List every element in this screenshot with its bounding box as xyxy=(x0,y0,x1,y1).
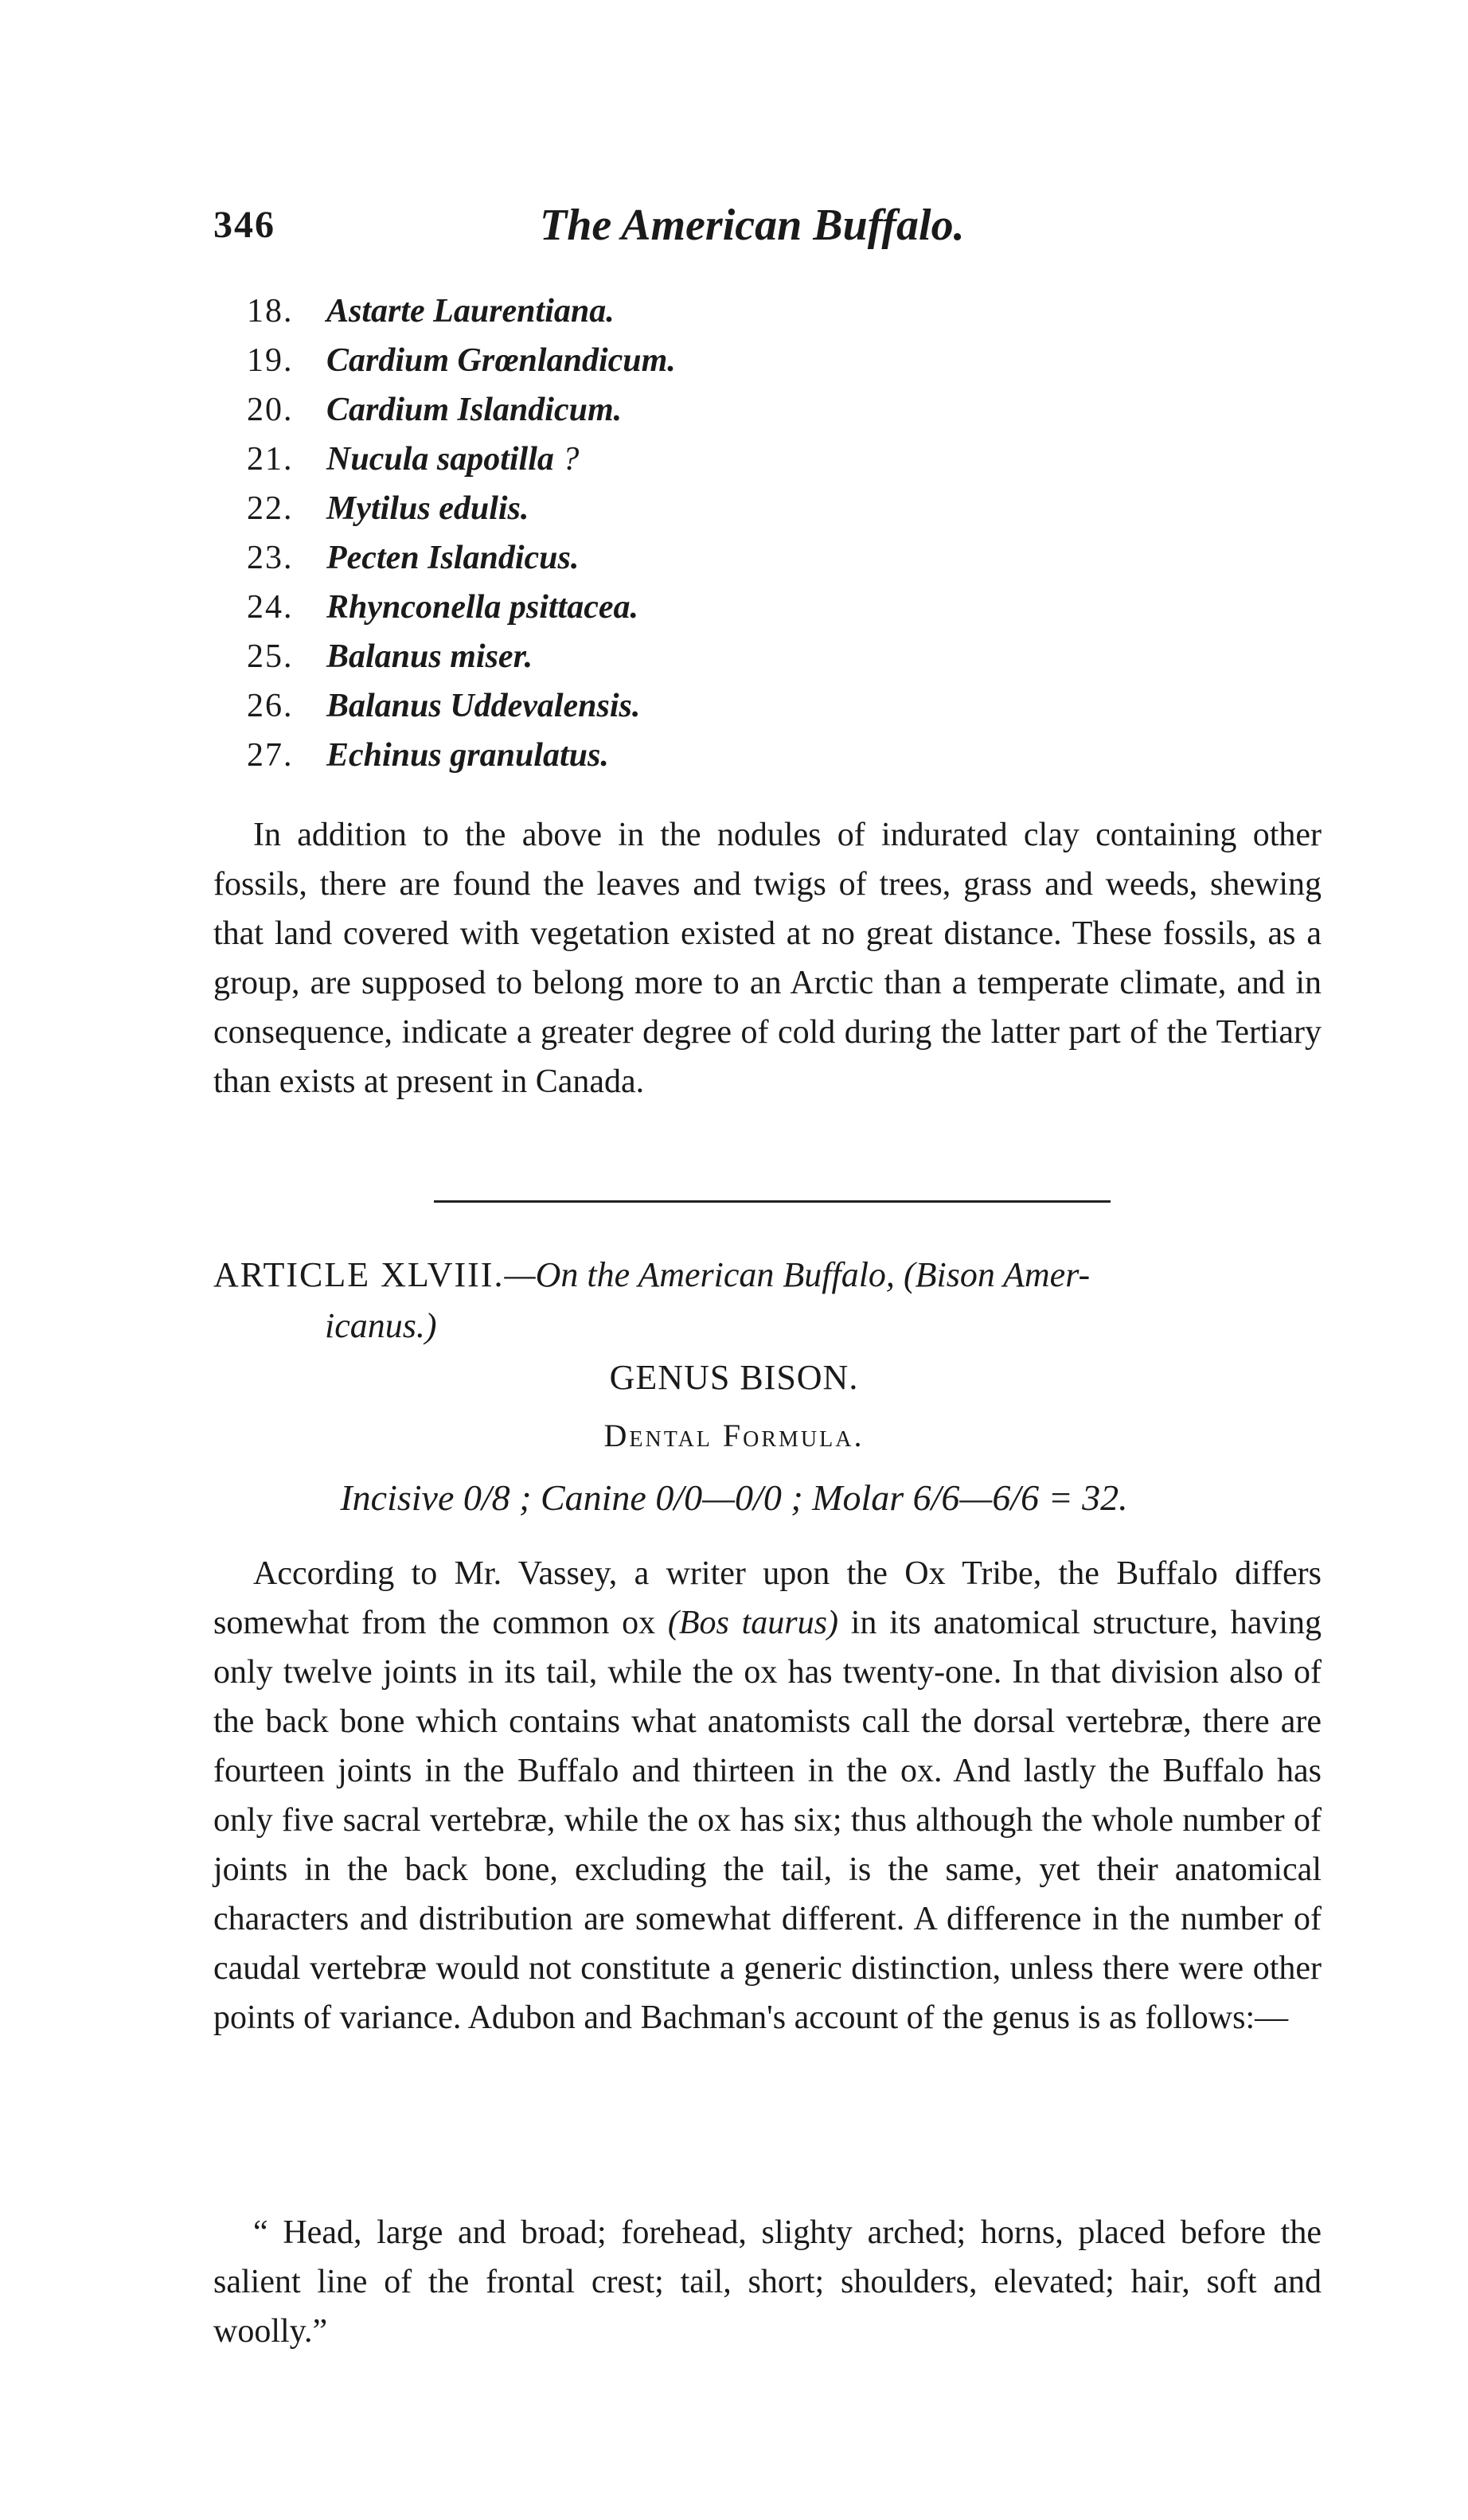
article-heading xyxy=(213,1250,1322,1352)
paragraph-quote: “ Head, large and broad; forehead, slighty arched; horns, placed before the salient line of the frontal crest; tail, short; shoulders, elevated; hair, soft and woolly.” xyxy=(213,2214,1322,2350)
list-item: 19. Cardium Grœnlandicum. xyxy=(247,342,676,379)
article-latin-name-cont: icanus.) xyxy=(325,1306,437,1345)
list-item: 21. Nucula sapotilla ? xyxy=(247,441,580,478)
article-title: —On the American Buffalo, xyxy=(504,1255,895,1294)
list-item: 23. Pecten Islandicus. xyxy=(247,540,580,576)
page-number: 346 xyxy=(213,204,275,246)
dental-formula-heading: Dental Formula. xyxy=(603,1418,865,1453)
list-item: 26. Balanus Uddevalensis. xyxy=(247,688,641,724)
list-item: 24. Rhynconella psittacea. xyxy=(247,589,638,626)
page-header xyxy=(213,203,1328,267)
paragraph-fossils: In addition to the above in the nodules of indurated clay containing other fossils, there are found the leaves and twigs of trees, grass and weeds, shewing that land covered with vegetation existed at no great distance. These fossils, as a group, are supposed to belong more to an Arctic than a temperate climate, and in consequence, indicate a greater degree of cold during the latter part of the Tertiary than exists at present in Canada. xyxy=(213,817,1322,1100)
list-item: 27. Echinus granulatus. xyxy=(247,737,609,774)
section-divider xyxy=(434,1200,1111,1203)
article-label: ARTICLE XLVIII. xyxy=(213,1255,505,1294)
genus-heading: GENUS BISON. xyxy=(609,1358,859,1397)
running-title: The American Buffalo. xyxy=(540,201,965,250)
species-list xyxy=(247,287,676,780)
dental-formula: Incisive 0/8 ; Canine 0/0—0/0 ; Molar 6/6—6/6 = 32. xyxy=(340,1477,1128,1518)
list-item: 25. Balanus miser. xyxy=(247,638,533,675)
paragraph-anatomy: According to Mr. Vassey, a writer upon the Ox Tribe, the Buffalo differs somewhat from the common ox (Bos taurus) in its anatomical structure, having only twelve joints in its tail, while the ox has twenty-one. In that division also of the back bone which contains what anatomists call the dorsal vertebræ, there are fourteen joints in the Buffalo and thirteen in the ox. And lastly the Buffalo has only five sacral vertebræ, while the ox has six; thus although the whole number of joints in the back bone, excluding the tail, is the same, yet their anatomical characters and distribution are somewhat different. A difference in the number of caudal vertebræ would not constitute a generic distinction, unless there were other points of variance. Adubon and Bachman's account of the genus is as follows:— xyxy=(213,1555,1322,2036)
list-item: 22. Mytilus edulis. xyxy=(247,490,529,527)
list-item: 20. Cardium Islandicum. xyxy=(247,392,623,428)
list-item: 18. Astarte Laurentiana. xyxy=(247,293,615,330)
article-latin-name: (Bison Amer- xyxy=(903,1255,1091,1294)
